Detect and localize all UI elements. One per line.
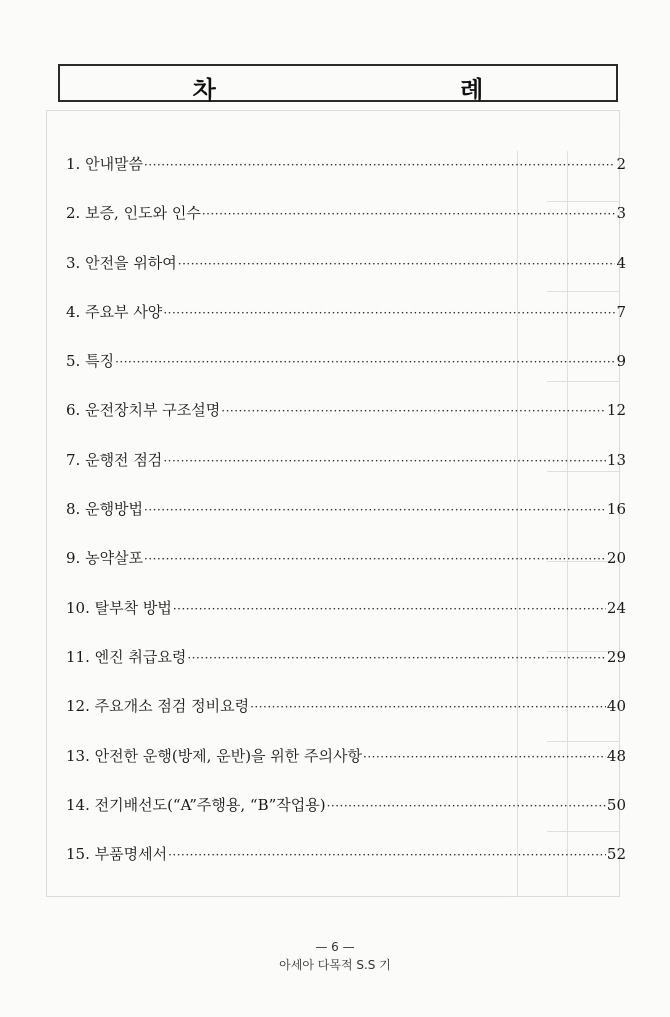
- dot-leader: [327, 792, 606, 820]
- dot-leader: [221, 397, 606, 425]
- toc-item[interactable]: [66, 150, 626, 199]
- toc-item-page: 3: [616, 204, 626, 223]
- title-box: [58, 64, 618, 102]
- toc-item-label: 9. 농약살포: [66, 549, 144, 568]
- toc-item[interactable]: [66, 643, 626, 692]
- toc-item-page: 50: [606, 795, 626, 814]
- dot-leader: [168, 841, 606, 869]
- toc-item-page: 13: [606, 450, 626, 469]
- dot-leader: [163, 447, 606, 475]
- toc-item-label: 12. 주요개소 점검 정비요령: [66, 697, 250, 716]
- toc-item[interactable]: [66, 199, 626, 248]
- toc-item[interactable]: [66, 495, 626, 544]
- toc-item-label: 6. 운전장치부 구조설명: [66, 401, 221, 420]
- toc-item-page: 52: [606, 845, 626, 864]
- toc-item-label: 11. 엔진 취급요령: [66, 647, 187, 666]
- toc-item-page: 4: [616, 253, 626, 272]
- toc-item-label: 15. 부품명세서: [66, 845, 168, 864]
- toc-item-page: 9: [616, 352, 626, 371]
- toc-item-label: 2. 보증, 인도와 인수: [66, 204, 201, 223]
- dot-leader: [163, 299, 615, 327]
- toc-item[interactable]: [66, 396, 626, 445]
- table-of-contents: [66, 150, 626, 889]
- page-title: 차 례: [192, 76, 602, 104]
- footer-page-number: — 6 —: [315, 940, 355, 954]
- dot-leader: [363, 743, 606, 771]
- toc-item[interactable]: [66, 298, 626, 347]
- toc-item[interactable]: [66, 791, 626, 840]
- toc-item-page: 40: [606, 697, 626, 716]
- toc-item-label: 1. 안내말씀: [66, 155, 144, 173]
- toc-item[interactable]: [66, 594, 626, 643]
- toc-item-page: 7: [616, 302, 626, 321]
- toc-item-label: 8. 운행방법: [66, 500, 144, 519]
- toc-item[interactable]: [66, 249, 626, 298]
- dot-leader: [178, 250, 616, 278]
- toc-item[interactable]: [66, 544, 626, 593]
- dot-leader: [187, 644, 606, 672]
- dot-leader: [144, 545, 606, 573]
- dot-leader: [115, 348, 615, 376]
- toc-item-label: 5. 특징: [66, 352, 115, 371]
- toc-item[interactable]: [66, 692, 626, 741]
- toc-item[interactable]: [66, 742, 626, 791]
- toc-item-label: 3. 안전을 위하여: [66, 253, 177, 272]
- toc-item-label: 14. 전기배선도(“A”주행용, “B”작업용): [66, 795, 326, 814]
- toc-item-page: 12: [606, 401, 626, 420]
- dot-leader: [144, 151, 615, 179]
- toc-item[interactable]: [66, 446, 626, 495]
- toc-item-label: 7. 운행전 점검: [66, 450, 163, 469]
- dot-leader: [250, 693, 606, 721]
- toc-item-label: 4. 주요부 사양: [66, 302, 163, 321]
- dot-leader: [144, 496, 606, 524]
- footer-document-name: 아세아 다목적 S.S 기: [279, 958, 391, 972]
- toc-item-page: 24: [606, 598, 626, 617]
- toc-item-label: 13. 안전한 운행(방제, 운반)을 위한 주의사항: [66, 746, 363, 765]
- toc-item[interactable]: [66, 347, 626, 396]
- toc-item[interactable]: [66, 840, 626, 889]
- toc-item-page: 20: [606, 549, 626, 568]
- toc-item-page: 29: [606, 647, 626, 666]
- toc-item-page: 48: [606, 746, 626, 765]
- dot-leader: [173, 595, 606, 623]
- toc-item-page: 2: [616, 155, 626, 173]
- dot-leader: [202, 200, 616, 228]
- toc-item-page: 16: [606, 500, 626, 519]
- toc-item-label: 10. 탈부착 방법: [66, 598, 172, 617]
